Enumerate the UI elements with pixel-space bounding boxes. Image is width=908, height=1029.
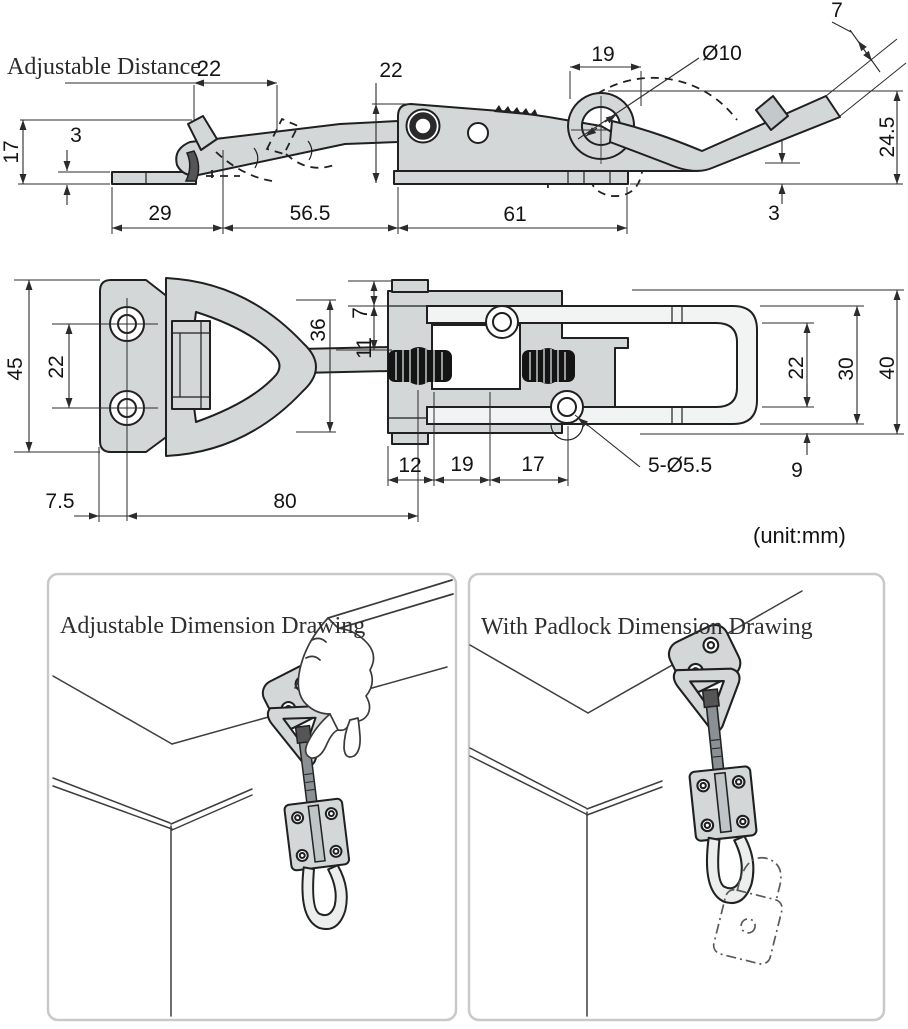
body-base-plate <box>394 171 628 184</box>
dim-frame-outer: 30 <box>835 357 858 381</box>
dim-hook-height: 17 <box>0 140 23 164</box>
panel-adjustable-title: Adjustable Dimension Drawing <box>60 613 366 639</box>
panel-adjustable-border <box>48 574 456 1020</box>
dim-seg-left: 29 <box>148 202 172 225</box>
dim-seg2: 19 <box>450 453 474 476</box>
dim-seg3: 17 <box>521 453 545 476</box>
thread-band-2 <box>522 348 575 384</box>
dim-loop-width: 19 <box>591 43 615 66</box>
top-view <box>4 278 904 548</box>
dim-loop-hole: Ø10 <box>702 42 742 65</box>
panel-adjustable <box>48 574 456 1020</box>
dim-frame-inner: 22 <box>785 356 808 380</box>
panel-padlock-border <box>469 574 884 1020</box>
rivet-hole <box>468 123 488 143</box>
panel-padlock <box>469 574 884 1020</box>
dim-lever-height: 24.5 <box>876 116 899 158</box>
catch-base-plate <box>112 172 196 184</box>
body-tab-top <box>392 280 428 292</box>
dim-tail: 9 <box>791 459 803 482</box>
side-view <box>0 0 906 234</box>
dim-lever-thickness: 7 <box>831 0 843 22</box>
dim-plate-height: 45 <box>4 357 27 381</box>
dim-hole-spacing: 22 <box>45 355 68 379</box>
dim-body-height: 22 <box>379 59 403 82</box>
dim-seg-mid: 56.5 <box>289 202 331 225</box>
adjustable-distance-label: Adjustable Distance <box>7 54 201 80</box>
dim-plate-thickness: 3 <box>70 124 82 147</box>
dim-length: 80 <box>273 490 297 513</box>
unit-note: (unit:mm) <box>753 523 846 548</box>
dim-seg-right: 61 <box>503 203 527 226</box>
dim-base-gap: 3 <box>768 202 780 225</box>
catch-bracket <box>172 321 210 409</box>
dim-tab-width: 7 <box>349 307 372 319</box>
dim-body-width: 36 <box>307 318 330 342</box>
dim-overall-width: 40 <box>876 356 899 380</box>
panel-padlock-title: With Padlock Dimension Drawing <box>481 614 813 640</box>
body-tab-bottom <box>392 433 428 444</box>
dim-rod-offset: 11 <box>353 337 376 359</box>
thread-band-1 <box>388 347 452 385</box>
dim-edge-offset: 7.5 <box>45 490 75 513</box>
dim-mount-holes: 5-Ø5.5 <box>648 454 713 477</box>
dim-seg1: 12 <box>398 454 422 477</box>
dim-adjustable-distance: 22 <box>196 56 222 81</box>
